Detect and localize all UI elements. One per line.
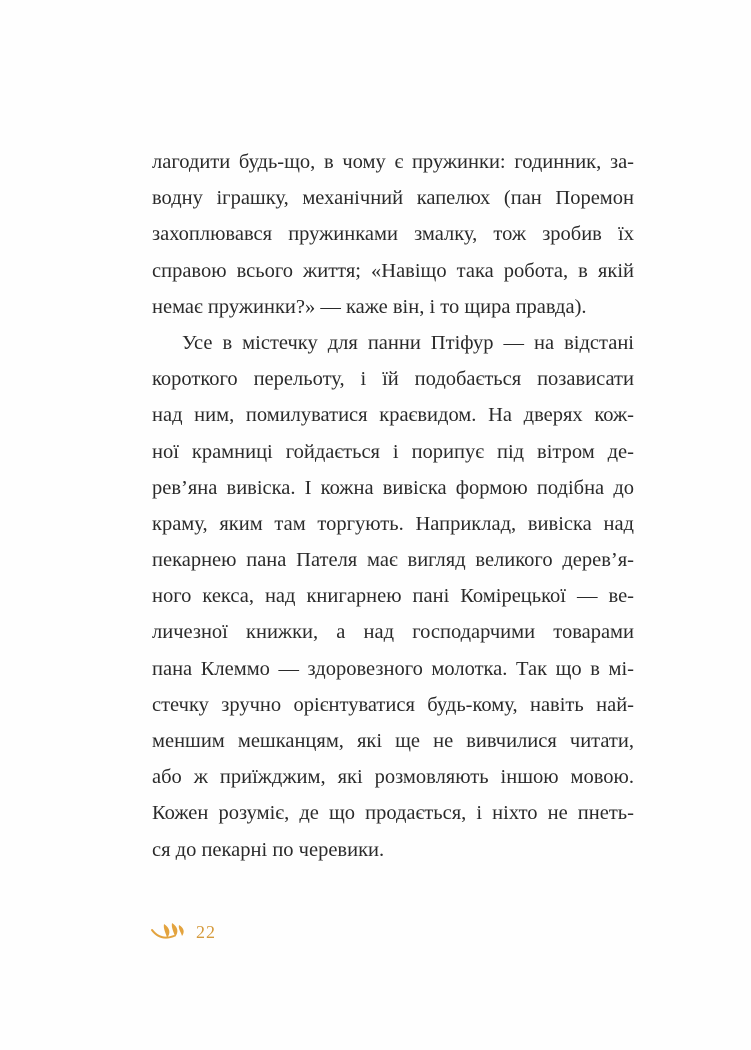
page-number: 22 [196, 921, 216, 942]
wheat-sprig-icon [150, 920, 186, 944]
text-line: лагодити будь-що, в чому є пружинки: годинник, за- [152, 151, 634, 173]
text-line: над ним, помилуватися краєвидом. На дверях кож- [152, 404, 634, 427]
text-line: Кожен розуміє, де що продається, і ніхто не пнеть- [152, 802, 634, 825]
text-line: рев’яна вивіска. І кожна вивіска формою подібна до [152, 476, 634, 499]
text-line: або ж приїжджим, які розмовляють іншою мовою. [152, 766, 634, 789]
text-line: Усе в містечку для панни Птіфур — на відстані [182, 331, 634, 354]
text-line: ного кекса, над книгарнею пані Комірецької — ве- [152, 585, 634, 608]
text-line: меншим мешканцям, які ще не вивчилися читати, [152, 730, 634, 752]
text-line: пана Клеммо — здоровезного молотка. Так що в мі- [152, 657, 634, 680]
body-text [152, 144, 634, 868]
text-line: стечку зручно орієнтуватися будь-кому, навіть най- [152, 693, 634, 716]
text-line: пекарнею пана Пателя має вигляд великого дерев’я- [152, 549, 634, 572]
text-line: немає пружинки?» — каже він, і то щира правда). [152, 295, 587, 318]
text-line: справою всього життя; «Навіщо така робота, в якій [152, 259, 634, 282]
text-line: водну іграшку, механічний капелюх (пан Поремон [152, 187, 634, 210]
text-line: личезної книжки, а над господарчими товарами [152, 621, 634, 644]
paragraph-2 [152, 325, 634, 868]
text-line: ся до пекарні по черевики. [152, 838, 385, 861]
text-line: краму, яким там торгують. Наприклад, вивіска над [152, 512, 634, 535]
page-footer [150, 920, 216, 944]
text-line: короткого перельоту, і їй подобається позависати [152, 368, 634, 391]
text-line: захоплювався пружинками змалку, тож зробив їх [152, 223, 634, 246]
paragraph-1 [152, 144, 634, 325]
text-line: ної крамниці гойдається і порипує під вітром де- [152, 440, 634, 463]
